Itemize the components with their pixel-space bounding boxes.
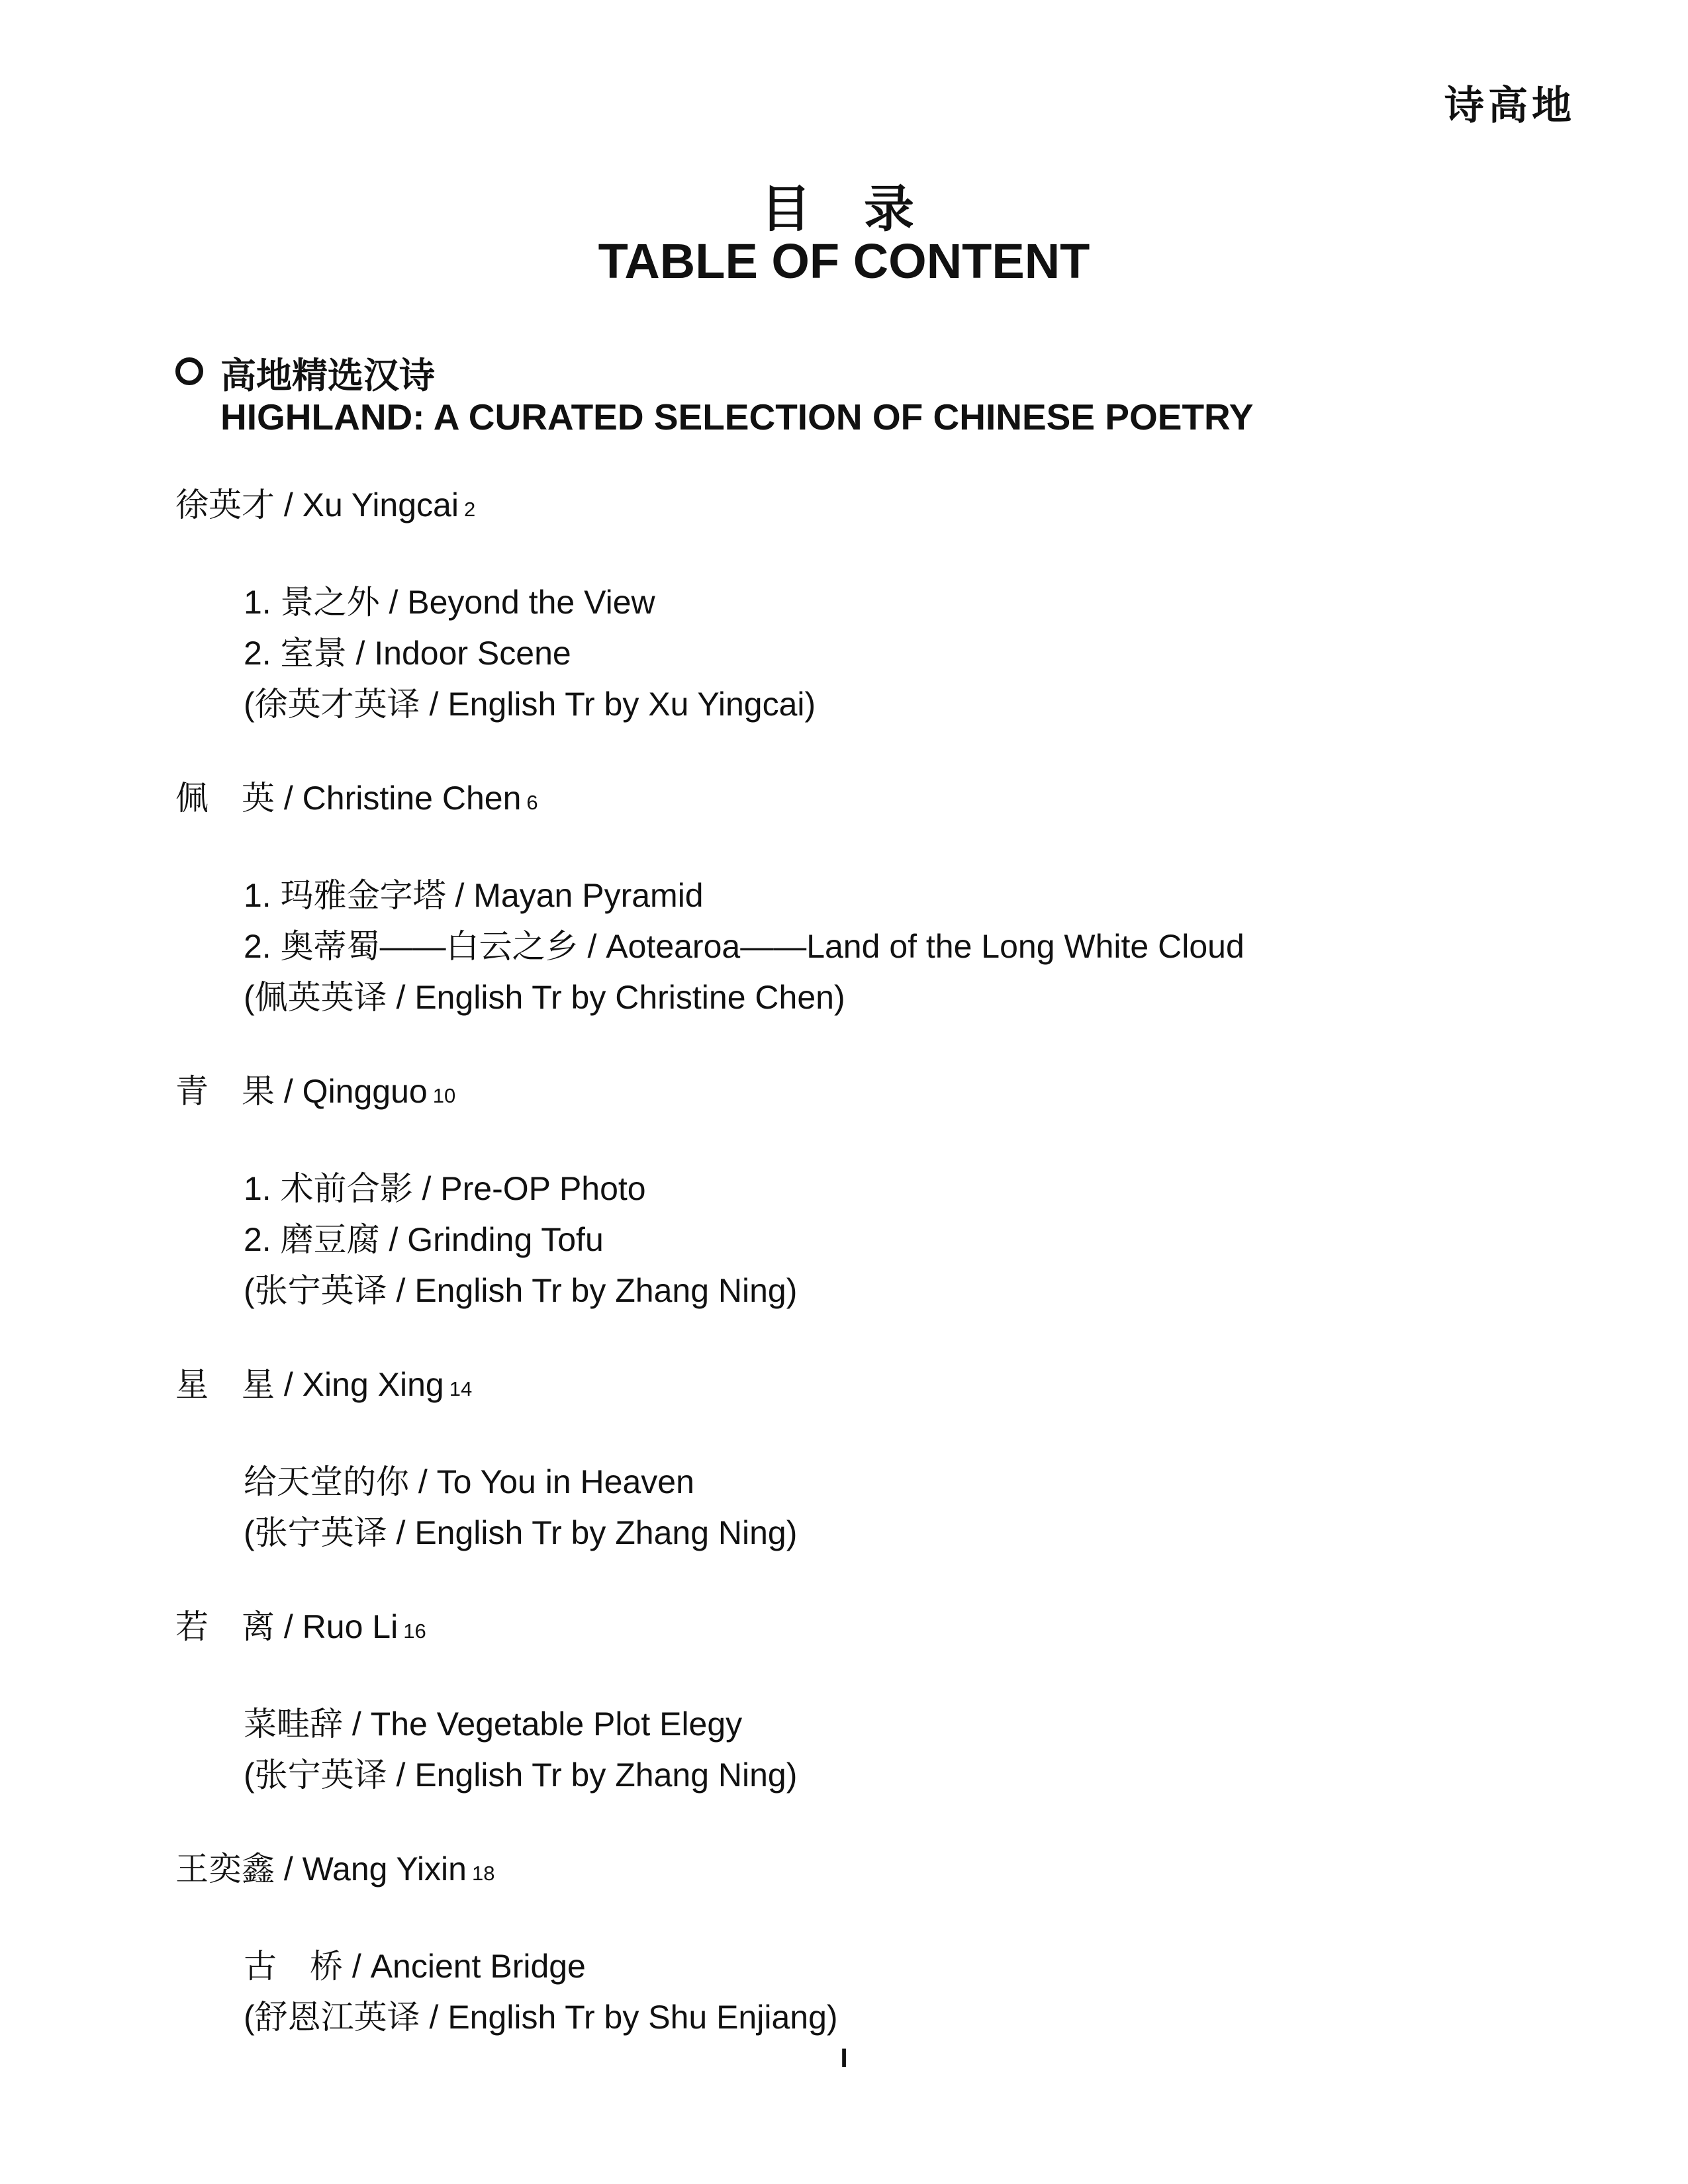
page-number: 18 <box>471 1862 495 1885</box>
toc-author <box>175 480 1566 535</box>
toc-entry <box>175 1359 1566 1559</box>
page-number: 16 <box>403 1619 426 1643</box>
toc-author <box>175 773 1566 828</box>
toc-translator: (张宁英译 / English Tr by Zhang Ning) <box>244 1756 798 1794</box>
toc-work-title: 古 桥 / Ancient Bridge <box>244 1948 586 1985</box>
toc-entry <box>175 1066 1566 1316</box>
toc-author <box>175 1066 1566 1121</box>
toc-entry <box>175 773 1566 1023</box>
section-title-english: HIGHLAND: A CURATED SELECTION OF CHINESE POETRY <box>220 396 1254 437</box>
author-name: 王奕鑫 / Wang Yixin <box>175 1850 467 1888</box>
author-name: 青 果 / Qingguo <box>175 1073 428 1110</box>
toc-work-title: 1. 玛雅金字塔 / Mayan Pyramid <box>244 877 704 914</box>
circle-bullet-icon <box>175 357 203 385</box>
toc-translator: (徐英才英译 / English Tr by Xu Yingcai) <box>244 686 816 723</box>
section-title-chinese: 高地精选汉诗 <box>220 354 435 396</box>
toc-work-title: 2. 奥蒂蜀——白云之乡 / Aotearoa——Land of the Long White Cloud <box>244 928 1244 965</box>
toc-author <box>175 1844 1566 1899</box>
toc-translator: (张宁英译 / English Tr by Zhang Ning) <box>244 1514 798 1551</box>
toc-work-title: 1. 景之外 / Beyond the View <box>244 584 655 621</box>
page-number: 10 <box>432 1084 456 1107</box>
toc-translator: (张宁英译 / English Tr by Zhang Ning) <box>244 1272 798 1309</box>
toc-works <box>175 870 1566 1023</box>
toc-work-title: 1. 术前合影 / Pre-OP Photo <box>244 1170 646 1207</box>
author-name: 佩 英 / Christine Chen <box>175 780 522 817</box>
page-number: 6 <box>526 791 538 814</box>
toc-works <box>175 577 1566 730</box>
footer-page-number: I <box>840 2044 848 2073</box>
page-number: 2 <box>463 498 476 521</box>
toc-author <box>175 1602 1566 1657</box>
author-name: 星 星 / Xing Xing <box>175 1366 444 1403</box>
journal-title: 诗高地 <box>1444 83 1575 129</box>
toc-entry <box>175 1602 1566 1801</box>
table-of-contents <box>175 480 1566 2086</box>
author-name: 若 离 / Ruo Li <box>175 1608 399 1645</box>
author-name: 徐英才 / Xu Yingcai <box>175 486 459 523</box>
page-title-english: TABLE OF CONTENT <box>598 234 1090 289</box>
toc-translator: (舒恩江英译 / English Tr by Shu Enjiang) <box>244 1999 838 2036</box>
toc-work-title: 给天堂的你 / To You in Heaven <box>244 1463 694 1500</box>
toc-works <box>175 1699 1566 1801</box>
toc-work-title: 菜畦辞 / The Vegetable Plot Elegy <box>244 1706 743 1743</box>
toc-entry <box>175 480 1566 730</box>
toc-translator: (佩英英译 / English Tr by Christine Chen) <box>244 979 845 1016</box>
toc-works <box>175 1457 1566 1559</box>
toc-author <box>175 1359 1566 1414</box>
toc-work-title: 2. 磨豆腐 / Grinding Tofu <box>244 1221 604 1258</box>
toc-entry <box>175 1844 1566 2043</box>
toc-work-title: 2. 室景 / Indoor Scene <box>244 635 571 672</box>
page-number: 14 <box>449 1377 473 1400</box>
page-title-chinese: 目录 <box>761 179 967 238</box>
toc-works <box>175 1163 1566 1316</box>
toc-works <box>175 1941 1566 2043</box>
